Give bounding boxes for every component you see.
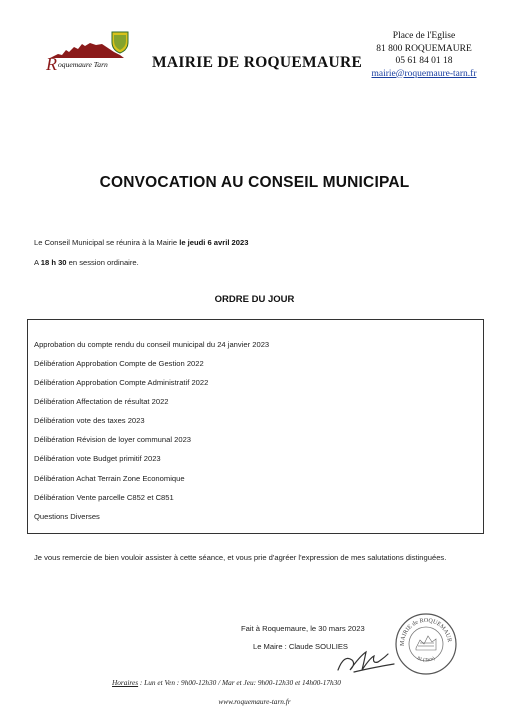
svg-text:MAIRIE de ROQUEMAURE: MAIRIE de ROQUEMAUR <box>399 617 452 647</box>
mairie-title: MAIRIE DE ROQUEMAURE <box>152 54 363 71</box>
place-date: Fait à Roquemaure, le 30 mars 2023 <box>241 624 365 633</box>
agenda-item: Délibération vote Budget primitif 2023 <box>34 454 161 463</box>
agenda-item: Délibération Achat Terrain Zone Economique <box>34 474 185 483</box>
agenda-item: Délibération Approbation Compte Administratif 2022 <box>34 378 209 387</box>
horaires-label: Horaires <box>112 678 139 687</box>
email-link[interactable]: mairie@roquemaure-tarn.fr <box>371 68 477 79</box>
opening-hours: Horaires : Lun et Ven : 9h00-12h30 / Mar et Jeu: 9h00-12h30 et 14h00-17h30 <box>112 678 341 687</box>
phone-number: 05 61 84 01 18 <box>395 56 453 66</box>
mayor-name: Le Maire : Claude SOULIES <box>253 642 348 651</box>
website-link[interactable]: www.roquemaure-tarn.fr <box>218 697 291 706</box>
intro-line-2: A 18 h 30 en session ordinaire. <box>34 258 139 267</box>
agenda-heading: ORDRE DU JOUR <box>214 294 295 305</box>
mairie-stamp <box>394 612 458 676</box>
agenda-item: Délibération Affectation de résultat 2022 <box>34 397 169 406</box>
intro-line-1: Le Conseil Municipal se réunira à la Mairie le jeudi 6 avril 2023 <box>34 238 249 247</box>
meeting-time: 18 h 30 <box>40 258 67 267</box>
document-title: CONVOCATION AU CONSEIL MUNICIPAL <box>99 174 410 191</box>
agenda-item: Délibération Révision de loyer communal 2023 <box>34 435 192 444</box>
closing-paragraph: Je vous remercie de bien vouloir assister à cette séance, et vous prie d'agréer l'expression de mes salutations distinguées. <box>34 553 447 562</box>
contact-block <box>356 30 492 80</box>
agenda-item: Délibération vote des taxes 2023 <box>34 416 145 425</box>
svg-text:81 (Tarn): 81 (Tarn) <box>416 656 436 664</box>
address-line-1: Place de l'Eglise <box>392 31 456 41</box>
meeting-date: le jeudi 6 avril 2023 <box>179 238 249 247</box>
mayor-signature <box>334 646 400 680</box>
agenda-item: Approbation du compte rendu du conseil municipal du 24 janvier 2023 <box>34 340 270 349</box>
address-line-2: 81 800 ROQUEMAURE <box>376 43 472 54</box>
agenda-item: Questions Diverses <box>34 512 100 521</box>
agenda-item: Délibération Vente parcelle C852 et C851 <box>34 493 174 502</box>
svg-text:R: R <box>46 54 57 74</box>
agenda-item: Délibération Approbation Compte de Gestion 2022 <box>34 359 204 368</box>
logo-text: oquemaure Tarn <box>58 60 108 69</box>
roquemaure-logo <box>44 30 136 74</box>
